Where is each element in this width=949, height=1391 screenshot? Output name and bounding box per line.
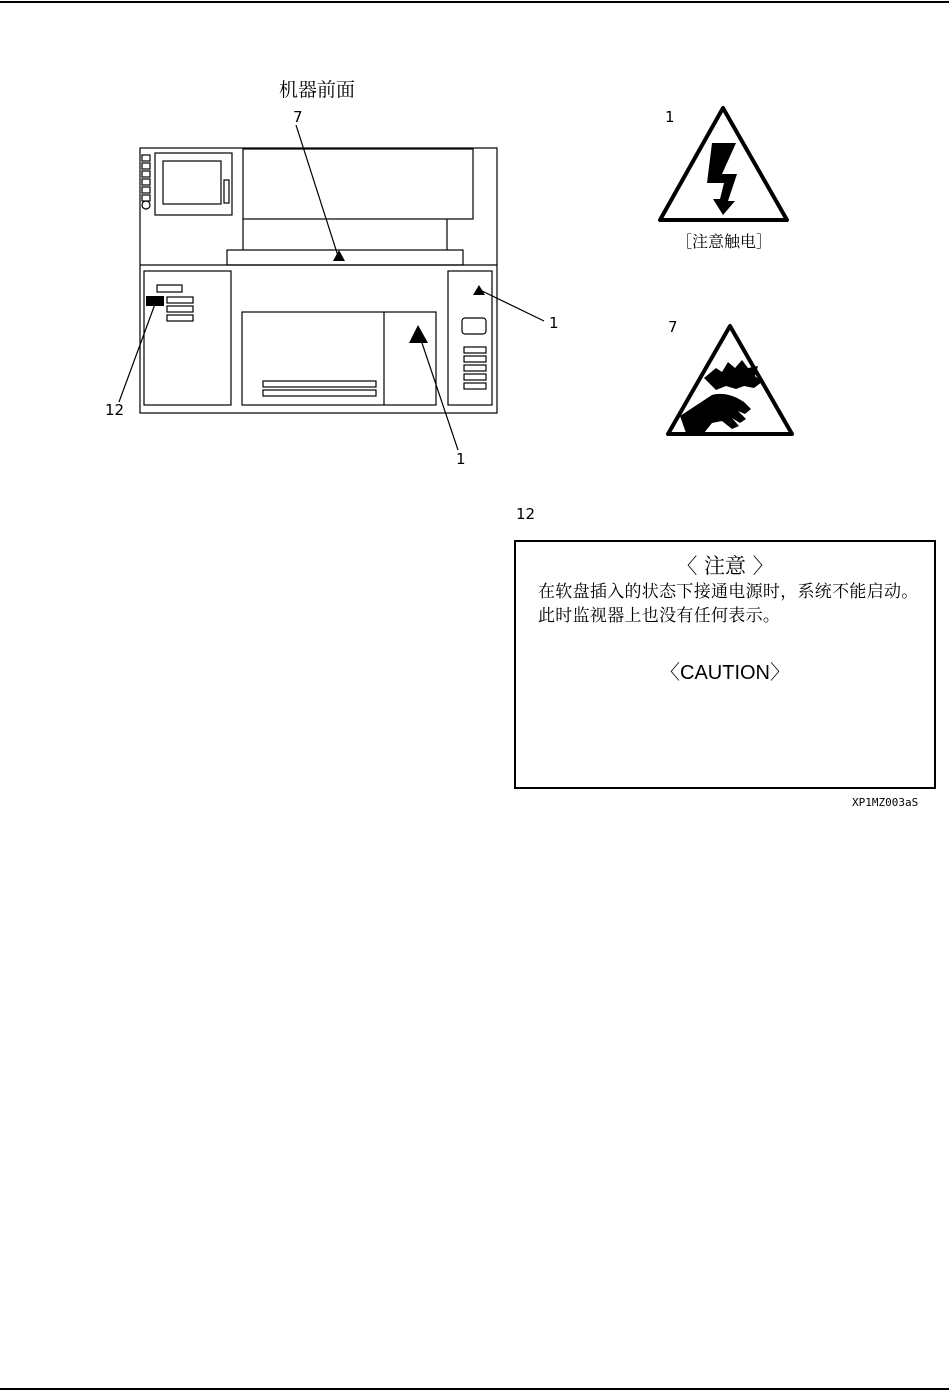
warning-mark-1-right (473, 285, 485, 295)
leader-line-1-bottom (421, 340, 458, 450)
caution-title: 〈 注意 〉 (676, 554, 774, 578)
callout-1-right: 1 (549, 314, 559, 332)
center-drawer (242, 312, 436, 405)
leader-line-7 (296, 125, 338, 256)
caution-label (514, 540, 936, 789)
top-unit (243, 149, 473, 219)
warning-mark-1-drawer (409, 325, 428, 343)
electric-symbol-number: 1 (665, 108, 675, 126)
callout-7-top: 7 (293, 108, 303, 126)
electric-symbol-caption: ［注意触电］ (676, 232, 773, 251)
front-view-title: 机器前面 (279, 79, 356, 101)
machine-body (140, 148, 497, 413)
caution-label-number: 12 (516, 505, 536, 523)
pinch-symbol-number: 7 (668, 318, 678, 336)
control-display (163, 161, 221, 204)
callout-1-bottom: 1 (456, 450, 466, 468)
caution-text: 在软盘插入的状态下接通电源时，系统不能启动。此时监视器上也没有任何表示。 (538, 582, 919, 626)
figure-code: XP1MZ003aS (852, 796, 919, 809)
leader-line-12 (119, 304, 155, 402)
caution-english-title: 〈CAUTION〉 (660, 662, 790, 684)
callout-12-left: 12 (105, 401, 125, 419)
lightning-bolt-icon (707, 143, 737, 215)
leader-line-1-right (480, 290, 544, 321)
label-12-marker (146, 296, 164, 306)
right-lower-panel (448, 271, 492, 405)
paper-exit (227, 250, 463, 265)
pinch-hand-icon (680, 394, 751, 433)
warning-mark-7 (333, 250, 345, 261)
